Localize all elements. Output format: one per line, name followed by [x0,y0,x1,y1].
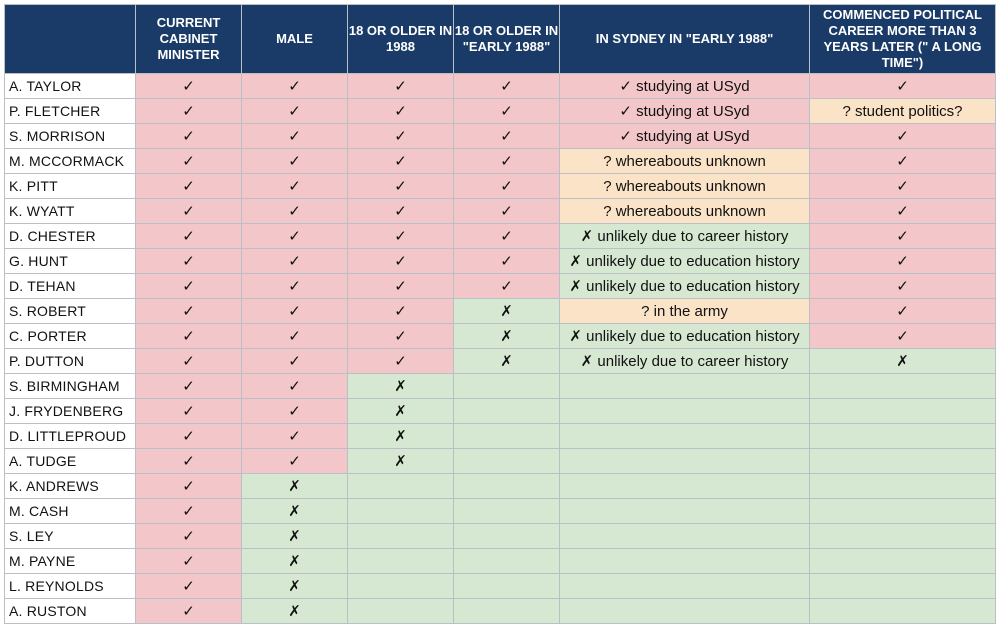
male-cell: ✓ [242,424,348,449]
18-or-older-1988-cell: ✓ [348,224,454,249]
cabinet-minister-table [4,4,996,624]
minister-name: M. PAYNE [5,549,136,574]
cabinet-minister-cell: ✓ [136,374,242,399]
18-or-older-early-1988-cell: ✓ [454,249,560,274]
male-cell: ✓ [242,274,348,299]
political-career-cell [810,574,996,599]
18-or-older-1988-cell: ✓ [348,324,454,349]
male-cell: ✓ [242,299,348,324]
political-career-cell [810,599,996,624]
18-or-older-early-1988-cell: ✓ [454,274,560,299]
table-row [5,149,996,174]
male-cell: ✓ [242,349,348,374]
minister-name: G. HUNT [5,249,136,274]
male-cell: ✓ [242,149,348,174]
political-career-cell [810,549,996,574]
18-or-older-1988-cell: ✓ [348,299,454,324]
18-or-older-1988-cell [348,599,454,624]
header-18-or-older-1988: 18 OR OLDER IN 1988 [348,5,454,74]
cabinet-minister-cell: ✓ [136,474,242,499]
cabinet-minister-cell: ✓ [136,349,242,374]
in-sydney-cell [560,574,810,599]
header-current-cabinet-minister: CURRENT CABINET MINISTER [136,5,242,74]
minister-name: D. CHESTER [5,224,136,249]
cabinet-minister-cell: ✓ [136,174,242,199]
table-row [5,224,996,249]
in-sydney-cell: ✗ unlikely due to career history [560,349,810,374]
header-18-or-older-early-1988: 18 OR OLDER IN "EARLY 1988" [454,5,560,74]
minister-name: S. BIRMINGHAM [5,374,136,399]
table-row [5,174,996,199]
header-commenced-political-career: COMMENCED POLITICAL CAREER MORE THAN 3 YEARS LATER (" A LONG TIME") [810,5,996,74]
political-career-cell: ✓ [810,299,996,324]
minister-name: S. ROBERT [5,299,136,324]
18-or-older-1988-cell: ✗ [348,449,454,474]
header-row [5,5,996,74]
table-row [5,574,996,599]
18-or-older-1988-cell: ✓ [348,74,454,99]
18-or-older-1988-cell: ✓ [348,199,454,224]
table-row [5,399,996,424]
in-sydney-cell [560,549,810,574]
cabinet-minister-cell: ✓ [136,149,242,174]
in-sydney-cell: ✗ unlikely due to career history [560,224,810,249]
18-or-older-1988-cell: ✗ [348,424,454,449]
minister-name: A. TUDGE [5,449,136,474]
cabinet-minister-cell: ✓ [136,499,242,524]
cabinet-minister-cell: ✓ [136,399,242,424]
political-career-cell [810,424,996,449]
in-sydney-cell [560,499,810,524]
male-cell: ✓ [242,199,348,224]
political-career-cell: ✓ [810,224,996,249]
header-name-column [5,5,136,74]
in-sydney-cell: ✗ unlikely due to education history [560,324,810,349]
political-career-cell: ✓ [810,324,996,349]
cabinet-minister-cell: ✓ [136,424,242,449]
political-career-cell: ✓ [810,174,996,199]
minister-name: K. PITT [5,174,136,199]
in-sydney-cell [560,424,810,449]
in-sydney-cell [560,599,810,624]
table-row [5,474,996,499]
table-row [5,549,996,574]
18-or-older-early-1988-cell [454,599,560,624]
political-career-cell: ✓ [810,74,996,99]
18-or-older-early-1988-cell [454,424,560,449]
18-or-older-1988-cell: ✓ [348,349,454,374]
cabinet-minister-cell: ✓ [136,99,242,124]
table-row [5,524,996,549]
18-or-older-early-1988-cell: ✓ [454,199,560,224]
18-or-older-early-1988-cell: ✓ [454,174,560,199]
in-sydney-cell [560,374,810,399]
male-cell: ✓ [242,249,348,274]
table-row [5,124,996,149]
cabinet-minister-cell: ✓ [136,574,242,599]
cabinet-minister-cell: ✓ [136,549,242,574]
male-cell: ✓ [242,399,348,424]
minister-name: P. FLETCHER [5,99,136,124]
table-row [5,449,996,474]
table-body [5,74,996,624]
minister-name: K. WYATT [5,199,136,224]
18-or-older-1988-cell: ✓ [348,274,454,299]
cabinet-minister-cell: ✓ [136,199,242,224]
18-or-older-early-1988-cell: ✓ [454,149,560,174]
minister-name: L. REYNOLDS [5,574,136,599]
table-row [5,374,996,399]
political-career-cell [810,399,996,424]
political-career-cell [810,474,996,499]
18-or-older-early-1988-cell: ✗ [454,349,560,374]
18-or-older-early-1988-cell: ✓ [454,74,560,99]
18-or-older-early-1988-cell: ✓ [454,124,560,149]
minister-name: M. MCCORMACK [5,149,136,174]
18-or-older-1988-cell [348,524,454,549]
male-cell: ✓ [242,374,348,399]
table-row [5,324,996,349]
cabinet-minister-cell: ✓ [136,324,242,349]
table-row [5,424,996,449]
in-sydney-cell: ? in the army [560,299,810,324]
minister-name: C. PORTER [5,324,136,349]
in-sydney-cell [560,474,810,499]
cabinet-minister-cell: ✓ [136,274,242,299]
male-cell: ✗ [242,599,348,624]
18-or-older-1988-cell: ✗ [348,399,454,424]
18-or-older-1988-cell: ✓ [348,249,454,274]
political-career-cell [810,374,996,399]
minister-name: S. MORRISON [5,124,136,149]
minister-name: K. ANDREWS [5,474,136,499]
male-cell: ✓ [242,174,348,199]
in-sydney-cell: ? whereabouts unknown [560,174,810,199]
18-or-older-early-1988-cell [454,474,560,499]
cabinet-minister-cell: ✓ [136,249,242,274]
cabinet-minister-cell: ✓ [136,599,242,624]
male-cell: ✓ [242,74,348,99]
political-career-cell: ✗ [810,349,996,374]
18-or-older-1988-cell: ✗ [348,374,454,399]
political-career-cell [810,499,996,524]
cabinet-minister-cell: ✓ [136,299,242,324]
political-career-cell: ✓ [810,149,996,174]
18-or-older-early-1988-cell [454,449,560,474]
minister-name: A. RUSTON [5,599,136,624]
minister-name: P. DUTTON [5,349,136,374]
male-cell: ✓ [242,224,348,249]
18-or-older-1988-cell [348,574,454,599]
18-or-older-early-1988-cell: ✓ [454,224,560,249]
political-career-cell: ✓ [810,274,996,299]
table-row [5,249,996,274]
table-row [5,499,996,524]
political-career-cell: ✓ [810,249,996,274]
in-sydney-cell [560,449,810,474]
political-career-cell: ? student politics? [810,99,996,124]
18-or-older-early-1988-cell [454,374,560,399]
political-career-cell [810,524,996,549]
18-or-older-early-1988-cell [454,549,560,574]
header-in-sydney-early-1988: IN SYDNEY IN "EARLY 1988" [560,5,810,74]
18-or-older-1988-cell [348,549,454,574]
18-or-older-1988-cell [348,474,454,499]
18-or-older-1988-cell: ✓ [348,174,454,199]
in-sydney-cell: ✗ unlikely due to education history [560,274,810,299]
18-or-older-early-1988-cell [454,524,560,549]
male-cell: ✓ [242,124,348,149]
table-row [5,349,996,374]
cabinet-minister-cell: ✓ [136,224,242,249]
political-career-cell [810,449,996,474]
table-row [5,299,996,324]
male-cell: ✓ [242,324,348,349]
in-sydney-cell: ✓ studying at USyd [560,124,810,149]
minister-name: A. TAYLOR [5,74,136,99]
18-or-older-early-1988-cell [454,574,560,599]
cabinet-minister-cell: ✓ [136,124,242,149]
cabinet-minister-cell: ✓ [136,524,242,549]
table-row [5,74,996,99]
in-sydney-cell [560,524,810,549]
male-cell: ✓ [242,449,348,474]
in-sydney-cell: ✓ studying at USyd [560,74,810,99]
male-cell: ✗ [242,574,348,599]
table-row [5,599,996,624]
male-cell: ✗ [242,474,348,499]
cabinet-minister-cell: ✓ [136,74,242,99]
18-or-older-early-1988-cell: ✗ [454,324,560,349]
in-sydney-cell: ✓ studying at USyd [560,99,810,124]
table-row [5,199,996,224]
political-career-cell: ✓ [810,124,996,149]
table-row [5,274,996,299]
18-or-older-early-1988-cell: ✓ [454,99,560,124]
minister-name: J. FRYDENBERG [5,399,136,424]
18-or-older-early-1988-cell [454,499,560,524]
political-career-cell: ✓ [810,199,996,224]
minister-name: D. TEHAN [5,274,136,299]
in-sydney-cell: ? whereabouts unknown [560,199,810,224]
in-sydney-cell [560,399,810,424]
male-cell: ✗ [242,524,348,549]
header-male: MALE [242,5,348,74]
cabinet-minister-table-container [4,4,996,624]
minister-name: M. CASH [5,499,136,524]
18-or-older-early-1988-cell: ✗ [454,299,560,324]
minister-name: D. LITTLEPROUD [5,424,136,449]
cabinet-minister-cell: ✓ [136,449,242,474]
male-cell: ✗ [242,549,348,574]
in-sydney-cell: ✗ unlikely due to education history [560,249,810,274]
18-or-older-1988-cell: ✓ [348,99,454,124]
18-or-older-1988-cell: ✓ [348,124,454,149]
18-or-older-1988-cell: ✓ [348,149,454,174]
male-cell: ✓ [242,99,348,124]
in-sydney-cell: ? whereabouts unknown [560,149,810,174]
male-cell: ✗ [242,499,348,524]
18-or-older-early-1988-cell [454,399,560,424]
minister-name: S. LEY [5,524,136,549]
table-row [5,99,996,124]
18-or-older-1988-cell [348,499,454,524]
